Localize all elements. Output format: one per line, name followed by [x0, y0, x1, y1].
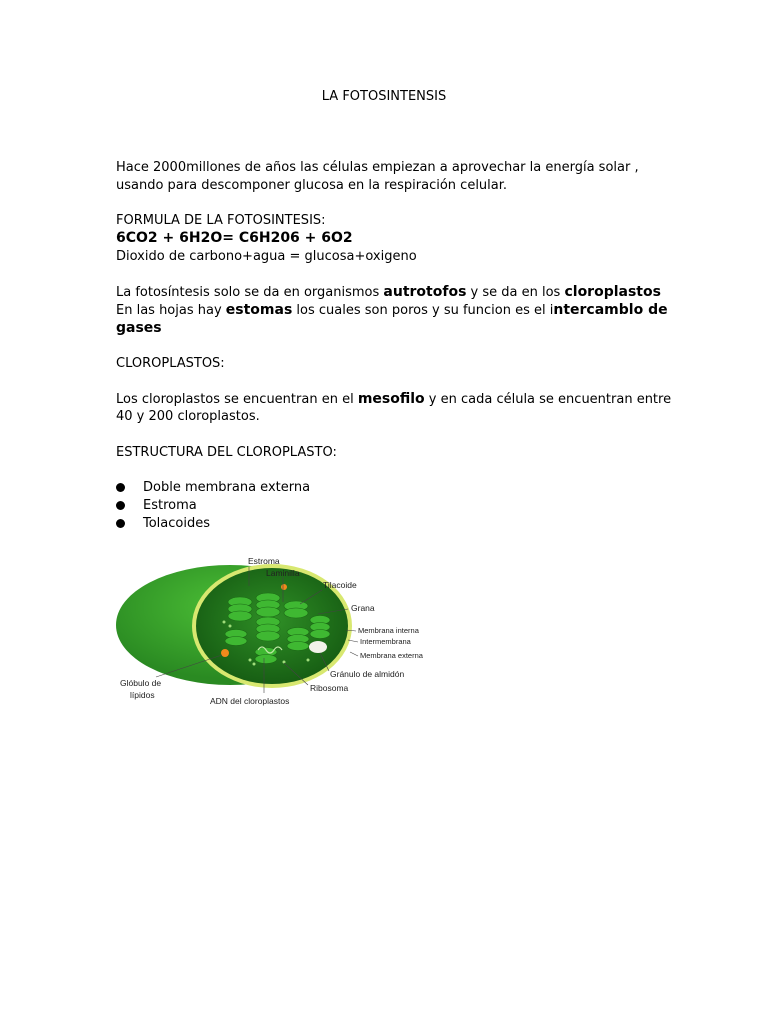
- page-title: LA FOTOSINTENSIS: [321, 89, 447, 104]
- label-intermembrana: Intermembrana: [360, 637, 411, 646]
- list-item: [116, 515, 310, 533]
- label-ribosoma: Ribosoma: [310, 683, 349, 693]
- ribosome-dot: [253, 663, 256, 666]
- bullet-icon: [116, 519, 125, 528]
- chloroplast-diagram: [108, 550, 453, 715]
- thylakoid-disc: [225, 637, 247, 646]
- label-tilacoide: Tilacoide: [323, 580, 357, 590]
- label-globulo-1: Glóbulo de: [120, 678, 162, 688]
- label-granulo: Gránulo de almidón: [330, 669, 405, 679]
- bullet-icon: [116, 483, 125, 492]
- leader-line: [350, 652, 358, 656]
- paragraph-mesofilo-cont: 40 y 200 cloroplastos.: [116, 409, 260, 424]
- chloroplast-illustration: [108, 550, 453, 715]
- text-segment: En las hojas hay: [116, 303, 226, 318]
- estructura-heading: ESTRUCTURA DEL CLOROPLASTO:: [116, 445, 337, 460]
- thylakoid-disc: [287, 642, 309, 651]
- label-laminilla: Laminilla: [266, 568, 300, 578]
- list-item-label: Doble membrana externa: [143, 480, 311, 495]
- thylakoid-disc: [310, 630, 330, 639]
- thylakoid-disc: [284, 608, 308, 618]
- label-membrana-interna: Membrana interna: [358, 626, 419, 635]
- formula-heading: FORMULA DE LA FOTOSINTESIS:: [116, 213, 326, 228]
- bold-term-mesofilo: mesofilo: [357, 391, 425, 407]
- label-globulo-2: lípidos: [130, 690, 155, 700]
- list-item: [116, 479, 310, 497]
- bold-term-gases: gases: [116, 320, 162, 336]
- text-segment: La fotosíntesis solo se da en organismos: [116, 285, 384, 300]
- thylakoid-disc: [228, 611, 252, 621]
- label-grana: Grana: [351, 603, 375, 613]
- ribosome-dot: [229, 625, 232, 628]
- bullet-icon: [116, 501, 125, 510]
- text-segment: y se da en los: [466, 285, 565, 300]
- paragraph-organismos: [116, 283, 661, 302]
- bold-term-estomas: estomas: [225, 302, 293, 318]
- thylakoid-disc: [256, 607, 280, 617]
- paragraph-estomas: [116, 301, 668, 320]
- list-item: [116, 497, 310, 515]
- intro-line-1: Hace 2000millones de años las células empiezan a aprovechar la energía solar ,: [116, 160, 639, 175]
- ribosome-dot: [307, 659, 310, 662]
- paragraph-gases: [116, 319, 162, 338]
- list-item-label: Estroma: [143, 498, 197, 513]
- label-estroma: Estroma: [248, 556, 280, 566]
- list-item-label: Tolacoides: [143, 516, 210, 531]
- structure-list: [116, 479, 310, 533]
- text-segment: Los cloroplastos se encuentran en el: [116, 392, 358, 407]
- lipid-droplet: [281, 584, 287, 590]
- paragraph-mesofilo: [116, 390, 671, 409]
- label-membrana-externa: Membrana externa: [360, 651, 423, 660]
- starch-granule: [309, 641, 327, 653]
- thylakoid-disc: [256, 631, 280, 641]
- thylakoid-disc: [255, 655, 277, 664]
- formula-words: Dioxido de carbono+agua = glucosa+oxigeno: [116, 249, 417, 264]
- label-adn: ADN del cloroplastos: [210, 696, 290, 706]
- intro-line-2: usando para descomponer glucosa en la respiración celular.: [116, 178, 508, 193]
- cloroplastos-heading: CLOROPLASTOS:: [116, 356, 225, 371]
- text-segment: y en cada célula se encuentran entre: [424, 392, 672, 407]
- formula: 6CO2 + 6H2O= C6H206 + 6O2: [116, 230, 353, 246]
- bold-term-cloroplastos: cloroplastos: [564, 284, 661, 300]
- bold-term-intercamblo: ntercamblo de: [553, 302, 668, 318]
- text-segment: los cuales son poros y su funcion es el i: [292, 303, 554, 318]
- ribosome-dot: [223, 621, 226, 624]
- lipid-droplet: [221, 649, 229, 657]
- ribosome-dot: [249, 659, 252, 662]
- bold-term-autrotofos: autrotofos: [383, 284, 467, 300]
